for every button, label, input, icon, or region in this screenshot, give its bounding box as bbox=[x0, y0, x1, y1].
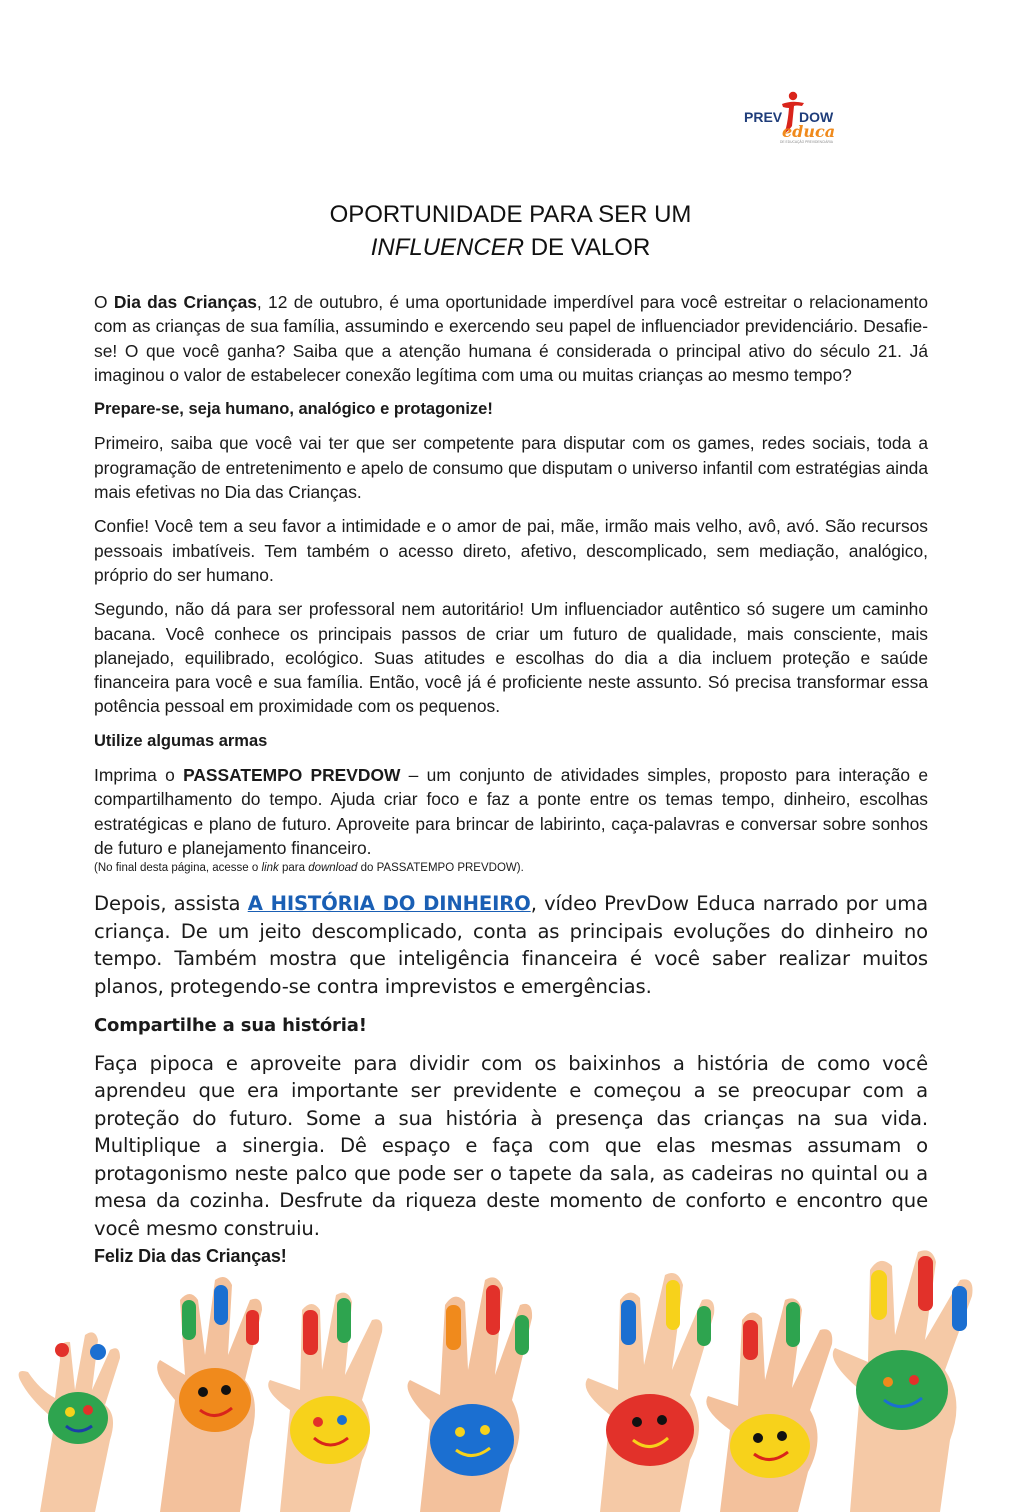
painted-hand-1 bbox=[19, 1332, 120, 1512]
intro-text-rest: , 12 de outubro, é uma oportunidade imperdível para você estreitar o relacionamento com as crianças de sua família, assumindo e exercendo seu papel de influenciador previdenciário. Desafie-se! O que você ganha? Saiba que a atenção humana é considerada o principal ativo do século 21. Já imaginou o valor de estabelecer conexão legítima com uma ou muitas crianças ao mesmo tempo? bbox=[94, 292, 928, 385]
painted-hand-4 bbox=[408, 1277, 533, 1512]
pipoca-text: Faça pipoca e aproveite para dividir com os baixinhos a história de como você aprendeu que era importante ser previdente e começou a se preocupar com a proteção do futuro. Some a sua história à presença das crianças na sua vida. Multiplique a sinergia. Dê espaço e faça com que elas mesmas assumam o protagonismo neste palco que pode ser o tapete da sala, as cadeiras no quintal ou a mesa da cozinha. Desfrute da riqueza deste momento de conforto e encontro que você mesmo construiu. bbox=[94, 1051, 928, 1240]
passatempo-text-rest: – um conjunto de atividades simples, proposto para interação e compartilhamento do tempo. Ajuda criar foco e faz a ponte entre os temas tempo, dinheiro, escolhas estratégicas e plano de futuro. Aproveite para brincar de labirinto, caça-palavras e conversar sobre sonhos de futuro e planejamento financeiro. bbox=[94, 765, 929, 858]
note-text-2: para bbox=[278, 862, 309, 875]
historia-do-dinheiro-link[interactable]: A HISTÓRIA DO DINHEIRO bbox=[247, 892, 531, 916]
prevdow-educa-logo bbox=[742, 88, 842, 144]
logo-prev-text: PREV bbox=[744, 109, 783, 125]
paragraph-pipoca bbox=[94, 1050, 928, 1271]
paragraph-primeiro: Primeiro, saiba que você vai ter que ser competente para disputar com os games, redes sociais, toda a programação de entretenimento e apelo de consumo que disputam o universo infantil com estratégias ainda mais efetivas no Dia das Crianças. bbox=[94, 433, 928, 503]
paragraph-confie: Confie! Você tem a seu favor a intimidade e o amor de pai, mãe, irmão mais velho, avô, avó. São recursos pessoais imbatíveis. Tem também o acesso direto, afetivo, descomplicado, sem mediação, analógico, próprio do ser humano. bbox=[94, 516, 928, 585]
note-download-word: download bbox=[308, 862, 358, 875]
heading-prepare: Prepare-se, seja humano, analógico e protagonize! bbox=[94, 400, 493, 419]
note-text-3: do PASSATEMPO PREVDOW). bbox=[357, 862, 524, 875]
painted-hand-7 bbox=[833, 1250, 973, 1512]
historia-text-rest: , vídeo PrevDow Educa narrado por uma criança. De um jeito descomplicado, conta as principais evoluções do dinheiro no tempo. Também mostra que inteligência financeira é você saber realizar muitos planos, protegendo-se contra imprevistos e emergências. bbox=[94, 892, 928, 998]
note-link-word: link bbox=[261, 862, 279, 875]
note-text-1: (No final desta página, acesse o bbox=[94, 862, 262, 875]
paragraph-segundo: Segundo, não dá para ser professoral nem autoritário! Um influenciador autêntico só sugere um caminho bacana. Você conhece os principais passos de criar um futuro de qualidade, mais consciente, mais planejado, equilibrado, ecológico. Suas atitudes e escolhas do dia a dia incluem proteção e saúde financeira para você e sua família. Então, você já é proficiente neste assunto. Só precisa transformar essa potência pessoal em proximidade com os pequenos. bbox=[94, 599, 928, 717]
painted-hand-2 bbox=[157, 1277, 262, 1512]
historia-text-start: Depois, assista bbox=[94, 892, 248, 916]
page-title bbox=[0, 198, 1021, 264]
closing-feliz-dia: Feliz Dia das Crianças! bbox=[94, 1246, 287, 1267]
title-de-valor: DE VALOR bbox=[524, 234, 651, 261]
paragraph-intro bbox=[94, 290, 928, 387]
title-line-1: OPORTUNIDADE PARA SER UM bbox=[329, 201, 692, 228]
painted-hand-6 bbox=[706, 1298, 832, 1512]
title-influencer: INFLUENCER bbox=[370, 234, 525, 261]
article-body bbox=[94, 290, 928, 1271]
logo-graphic bbox=[742, 88, 842, 144]
heading-compartilhe: Compartilhe a sua história! bbox=[94, 1015, 367, 1037]
title-line-2 bbox=[0, 231, 1021, 264]
painted-hand-5 bbox=[586, 1273, 715, 1512]
intro-bold-dia-das-criancas: Dia das Crianças bbox=[113, 292, 257, 312]
download-note bbox=[94, 860, 928, 876]
logo-dow-text: DOW bbox=[799, 109, 834, 125]
painted-hands-image bbox=[0, 1240, 1021, 1512]
painted-hand-3 bbox=[268, 1293, 382, 1512]
passatempo-bold: PASSATEMPO PREVDOW bbox=[183, 765, 401, 786]
paragraph-historia bbox=[94, 890, 928, 1000]
logo-educa-text: educa bbox=[782, 122, 836, 141]
paragraph-passatempo bbox=[94, 763, 928, 876]
intro-text-start: O bbox=[94, 292, 114, 312]
logo-tagline-text: DE EDUCAÇÃO PREVIDENCIÁRIA bbox=[780, 140, 833, 144]
heading-armas: Utilize algumas armas bbox=[94, 731, 268, 750]
passatempo-text-start: Imprima o bbox=[94, 765, 184, 786]
